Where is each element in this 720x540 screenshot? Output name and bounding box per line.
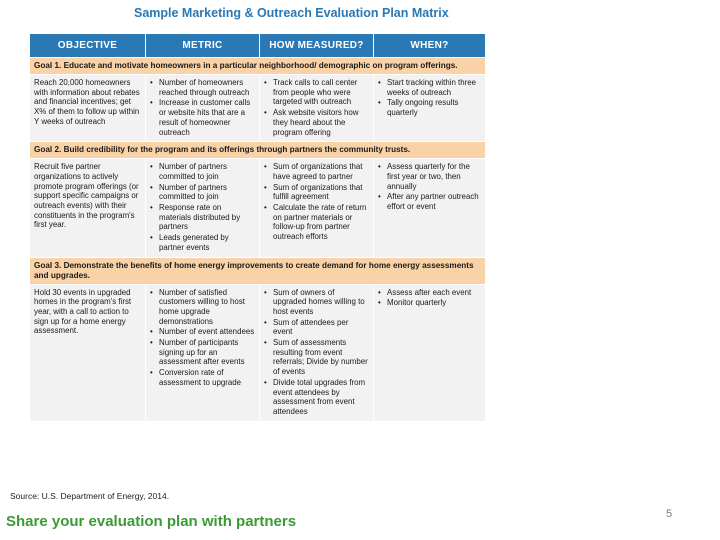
goal-3-heading: Goal 3. Demonstrate the benefits of home energy improvements to create demand for home energy assessments and upgrades. [30, 257, 486, 284]
measure-item: • Sum of attendees per event [264, 318, 369, 337]
header-when: WHEN? [374, 34, 486, 58]
goal-2-objective [30, 159, 146, 257]
goal-3-measured [260, 284, 374, 421]
metric-item: • Leads generated by partner events [150, 233, 255, 252]
when-item: • Start tracking within three weeks of outreach [378, 78, 481, 97]
goal-1-row [30, 58, 486, 75]
source-citation: Source: U.S. Department of Energy, 2014. [10, 491, 170, 501]
slide-title: Share your evaluation plan with partners [6, 513, 297, 530]
goal-3-row [30, 257, 486, 284]
when-item: • Monitor quarterly [378, 298, 481, 308]
measure-item: • Sum of organizations that fulfill agreement [264, 183, 369, 202]
header-row [30, 34, 486, 58]
measure-item: • Divide total upgrades from event attendees by assessment from event attendees [264, 378, 369, 417]
goal-3-detail-row [30, 284, 486, 421]
metric-item: • Number of partners committed to join [150, 162, 255, 181]
goal-2-detail-row [30, 159, 486, 257]
when-item: • Assess after each event [378, 288, 481, 298]
metric-item: • Number of satisfied customers willing to host home upgrade demonstrations [150, 288, 255, 327]
measure-item: • Track calls to call center from people who were targeted with outreach [264, 78, 369, 107]
header-metric: METRIC [146, 34, 260, 58]
metric-item: • Response rate on materials distributed by partners [150, 203, 255, 232]
goal-2-row [30, 142, 486, 159]
goal-2-measured [260, 159, 374, 257]
objective-text: Recruit five partner organizations to actively promote program offerings (or support specific campaigns or outreach events) with their constituents in the program's first year. [34, 162, 139, 230]
when-item: • Assess quarterly for the first year or two, then annually [378, 162, 481, 191]
goal-1-when [374, 75, 486, 142]
objective-text: Reach 20,000 homeowners with information about rebates and financial incentives; get X% of them to follow up within Y weeks of outreach [34, 78, 140, 126]
header-objective: OBJECTIVE [30, 34, 146, 58]
goal-1-objective [30, 75, 146, 142]
objective-text: Hold 30 events in upgraded homes in the program's first year, with a call to action to sign up for a home energy assessment. [34, 287, 132, 336]
evaluation-matrix [29, 33, 486, 422]
metric-item: • Conversion rate of assessment to upgrade [150, 368, 255, 387]
measure-item: • Ask website visitors how they heard about the program offering [264, 108, 369, 137]
measure-item: • Sum of organizations that have agreed to partner [264, 162, 369, 181]
metric-item: • Number of partners committed to join [150, 183, 255, 202]
measure-item: • Calculate the rate of return on partner materials or follow-up from partner outreach efforts [264, 203, 369, 242]
goal-2-metrics [146, 159, 260, 257]
metric-item: • Increase in customer calls or website hits that are a result of homeowner outreach [150, 98, 255, 137]
metric-item: • Number of participants signing up for an assessment after events [150, 338, 255, 367]
matrix-title: Sample Marketing & Outreach Evaluation Plan Matrix [134, 6, 449, 20]
when-item: • After any partner outreach effort or event [378, 192, 481, 211]
measure-item: • Sum of assessments resulting from event referrals; Divide by number of events [264, 338, 369, 377]
goal-3-when [374, 284, 486, 421]
header-how-measured: HOW MEASURED? [260, 34, 374, 58]
page-number: 5 [666, 508, 673, 520]
measure-item: • Sum of owners of upgraded homes willing to host events [264, 288, 369, 317]
goal-2-when [374, 159, 486, 257]
goal-2-heading: Goal 2. Build credibility for the program and its offerings through partners the community trusts. [30, 142, 486, 159]
metric-item: • Number of event attendees [150, 327, 255, 337]
goal-1-detail-row [30, 75, 486, 142]
goal-1-measured [260, 75, 374, 142]
when-item: • Tally ongoing results quarterly [378, 98, 481, 117]
goal-3-metrics [146, 284, 260, 421]
goal-1-metrics [146, 75, 260, 142]
goal-1-heading: Goal 1. Educate and motivate homeowners in a particular neighborhood/ demographic on program offerings. [30, 58, 486, 75]
metric-item: • Number of homeowners reached through outreach [150, 78, 255, 97]
goal-3-objective [30, 284, 146, 421]
